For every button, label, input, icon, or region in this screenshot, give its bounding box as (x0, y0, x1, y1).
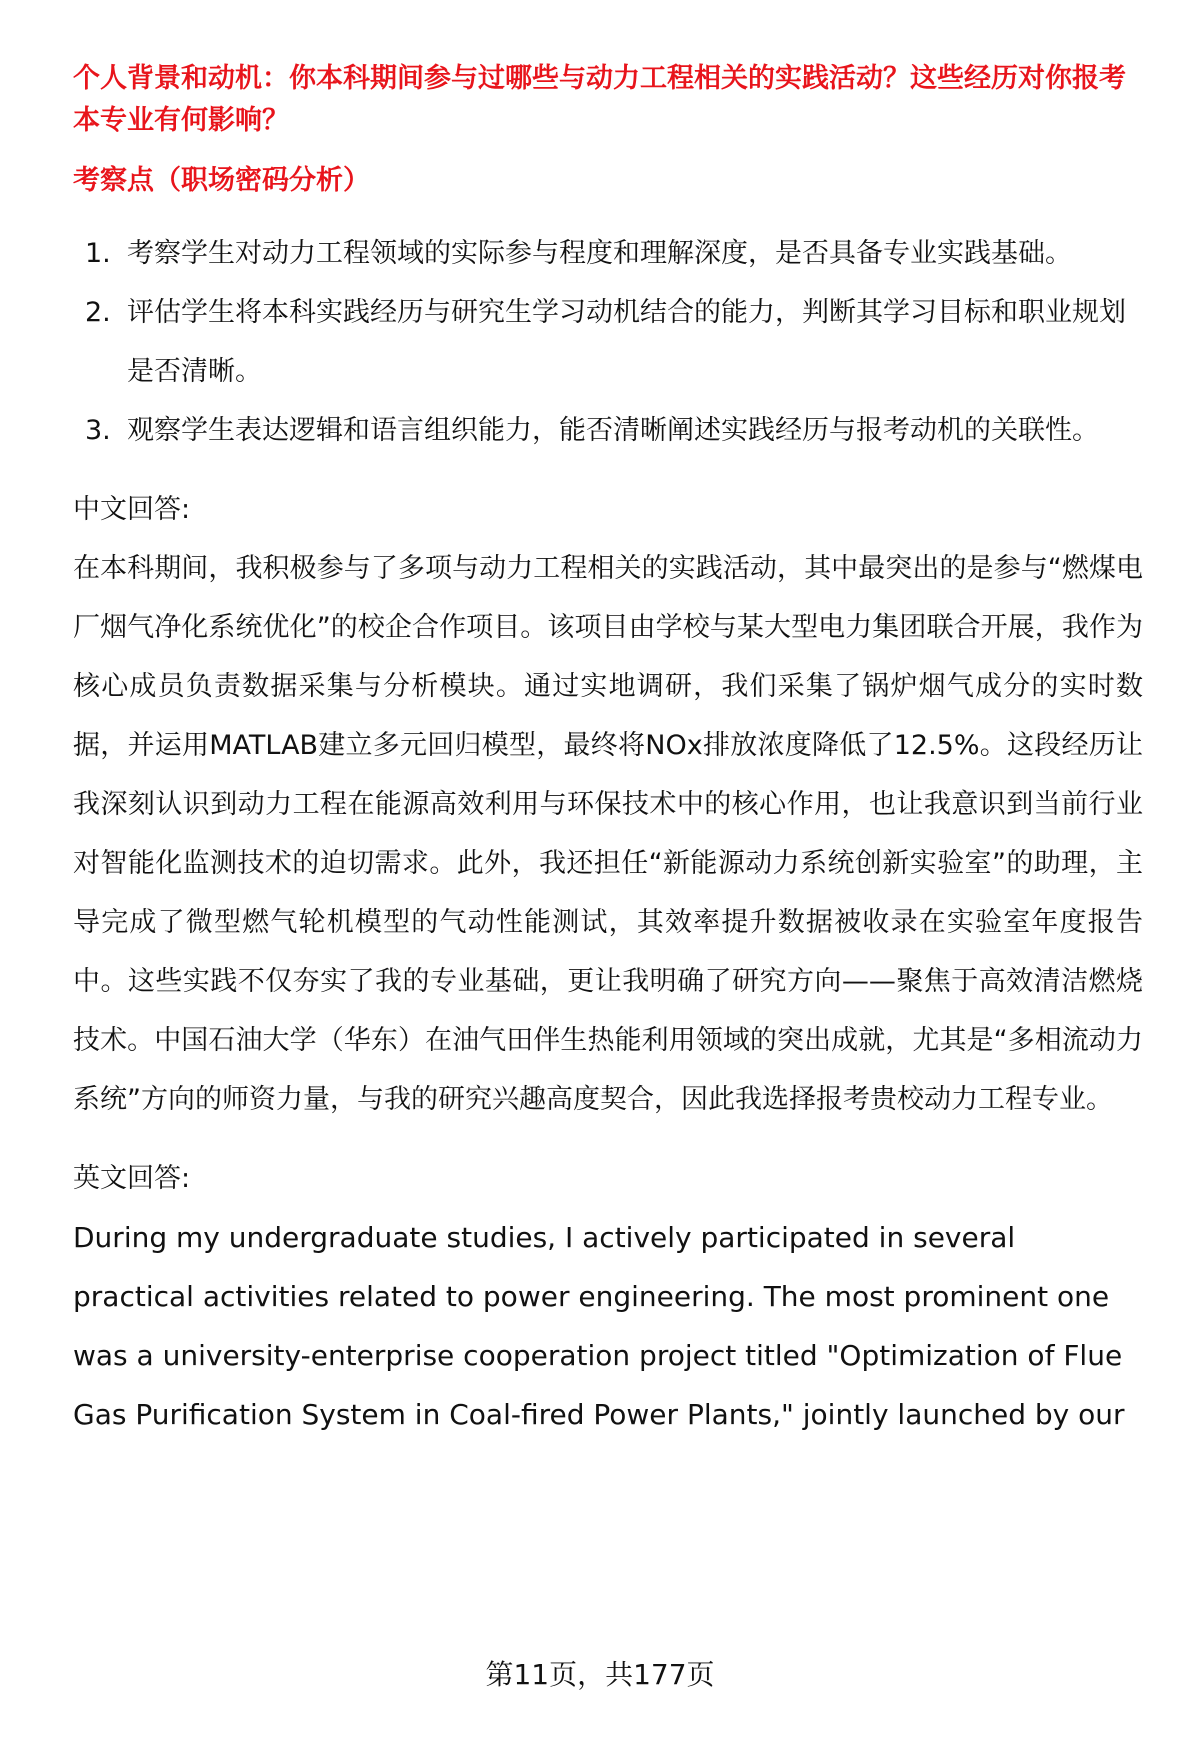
analysis-subheading: 考察点（职场密码分析） (73, 165, 370, 196)
list-text: 考察学生对动力工程领域的实际参与程度和理解深度，是否具备专业实践基础。 (127, 238, 1072, 269)
list-text: 观察学生表达逻辑和语言组织能力，能否清晰阐述实践经历与报考动机的关联性。 (127, 415, 1099, 446)
list-text: 评估学生将本科实践经历与研究生学习动机结合的能力，判断其学习目标和职业规划是否清晰。 (127, 297, 1126, 387)
analysis-points-list (73, 224, 1143, 460)
list-number: 1. (85, 238, 111, 269)
english-answer: During my undergraduate studies, I actively participated in several practical activities related to power engineering. The most prominent one was a university-enterprise cooperation project titled "Optimization of Flue Gas Purification System in Coal-fired Power Plants," jointly launched by our (73, 1221, 1125, 1431)
english-answer-label: 英文回答: (73, 1163, 191, 1194)
document-page (73, 58, 1143, 1444)
list-number: 3. (85, 415, 111, 446)
list-item (73, 283, 1143, 401)
chinese-answer: 在本科期间，我积极参与了多项与动力工程相关的实践活动，其中最突出的是参与“燃煤电厂烟气净化系统优化”的校企合作项目。该项目由学校与某大型电力集团联合开展，我作为核心成员负责数据采集与分析模块。通过实地调研，我们采集了锅炉烟气成分的实时数据，并运用MATLAB建立多元回归模型，最终将NOx排放浓度降低了12.5%。这段经历让我深刻认识到动力工程在能源高效利用与环保技术中的核心作用，也让我意识到当前行业对智能化监测技术的迫切需求。此外，我还担任“新能源动力系统创新实验室”的助理，主导完成了微型燃气轮机模型的气动性能测试，其效率提升数据被收录在实验室年度报告中。这些实践不仅夯实了我的专业基础，更让我明确了研究方向——聚焦于高效清洁燃烧技术。中国石油大学（华东）在油气田伴生热能利用领域的突出成就，尤其是“多相流动力系统”方向的师资力量，与我的研究兴趣高度契合，因此我选择报考贵校动力工程专业。 (73, 553, 1143, 1115)
page-number-footer: 第11页，共177页 (485, 1658, 715, 1691)
list-item (73, 224, 1143, 283)
list-item (73, 401, 1143, 460)
chinese-answer-label: 中文回答: (73, 494, 191, 525)
question-heading: 个人背景和动机：你本科期间参与过哪些与动力工程相关的实践活动？这些经历对你报考本专业有何影响？ (73, 63, 1126, 136)
list-number: 2. (85, 297, 111, 328)
